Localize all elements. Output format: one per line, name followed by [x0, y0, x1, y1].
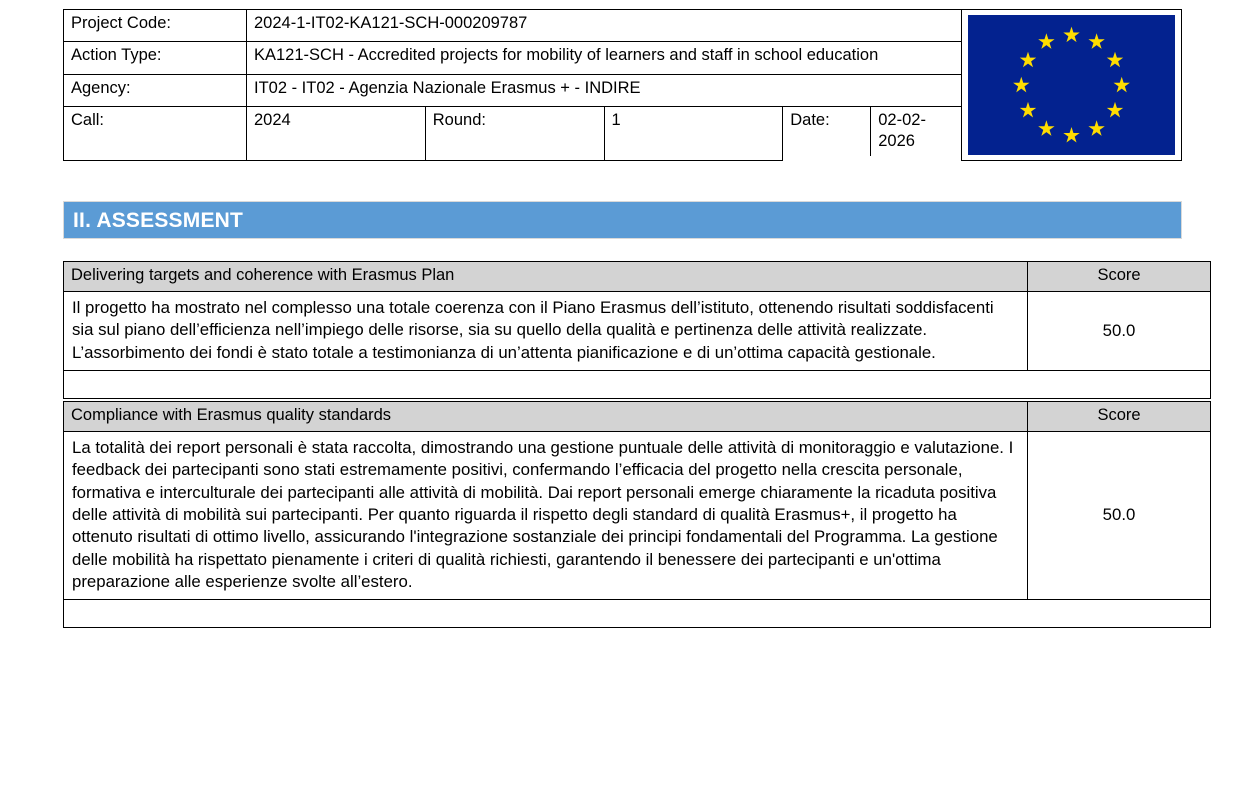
date-label: Date: — [783, 107, 871, 156]
spacer-cell — [64, 600, 1211, 628]
table-header-row — [64, 402, 1211, 432]
table-row — [64, 10, 1182, 42]
date-group — [783, 107, 962, 161]
call-label: Call: — [64, 107, 247, 161]
call-year-value: 2024 — [247, 107, 426, 161]
criterion-comment-text: La totalità dei report personali è stata raccolta, dimostrando una gestione puntuale delle attività di monitoraggio e valutazione. I feedback dei partecipanti sono stati estremamente positivi, confermando l’efficacia del progetto nella crescita personale, formativa e interculturale dei partecipanti alle attività di mobilità. Dai report personali emerge chiaramente la ricaduta positiva delle attività di mobilità sui partecipanti. Per quanto riguarda il rispetto degli standard di qualità Erasmus+, il progetto ha ottenuto risultati di ottimo livello, assicurando l'integrazione sostanziale dei principi fondamentali del Programma. La gestione delle mobilità ha rispettato pienamente i criteri di qualità richiesti, garantendo il benessere dei partecipanti e un'ottima preparazione alle esperienze svolte all’estero. — [64, 432, 1028, 600]
criterion-title: Delivering targets and coherence with Erasmus Plan — [64, 262, 1028, 292]
agency-label: Agency: — [64, 74, 247, 106]
project-code-label: Project Code: — [64, 10, 247, 42]
criterion-comment-text: Il progetto ha mostrato nel complesso una totale coerenza con il Piano Erasmus dell’istituto, ottenendo risultati soddisfacenti sia sul piano dell’efficienza nell’impiego delle risorse, sia su quello della qualità e pertinenza delle attività realizzate. L’assorbimento dei fondi è stato totale a testimonianza di un’attenta pianificazione e di un’ottima capacità gestionale. — [64, 292, 1028, 371]
spacer-row — [64, 600, 1211, 628]
table-row — [64, 432, 1211, 600]
table-header-row — [64, 262, 1211, 292]
assessment-table-criterion-2 — [63, 401, 1211, 628]
round-value: 1 — [604, 107, 783, 161]
section-header-assessment — [63, 201, 1182, 239]
eu-flag-icon — [968, 15, 1175, 155]
spacer-cell — [64, 370, 1211, 398]
section-title: II. ASSESSMENT — [73, 209, 244, 232]
agency-value: IT02 - IT02 - Agenzia Nazionale Erasmus + - INDIRE — [247, 74, 962, 106]
date-value: 02-02-2026 — [871, 107, 961, 156]
project-code-value: 2024-1-IT02-KA121-SCH-000209787 — [247, 10, 962, 42]
score-column-header: Score — [1028, 402, 1211, 432]
criterion-score-value: 50.0 — [1028, 292, 1211, 371]
eu-logo-cell — [962, 10, 1182, 161]
action-type-label: Action Type: — [64, 42, 247, 74]
criterion-title: Compliance with Erasmus quality standards — [64, 402, 1028, 432]
project-identity-table — [63, 9, 1182, 161]
criterion-score-value: 50.0 — [1028, 432, 1211, 600]
action-type-value: KA121-SCH - Accredited projects for mobility of learners and staff in school education — [247, 42, 962, 74]
assessment-table-criterion-1 — [63, 261, 1211, 399]
score-column-header: Score — [1028, 262, 1211, 292]
spacer-row — [64, 370, 1211, 398]
round-label: Round: — [425, 107, 604, 161]
table-row — [64, 292, 1211, 371]
